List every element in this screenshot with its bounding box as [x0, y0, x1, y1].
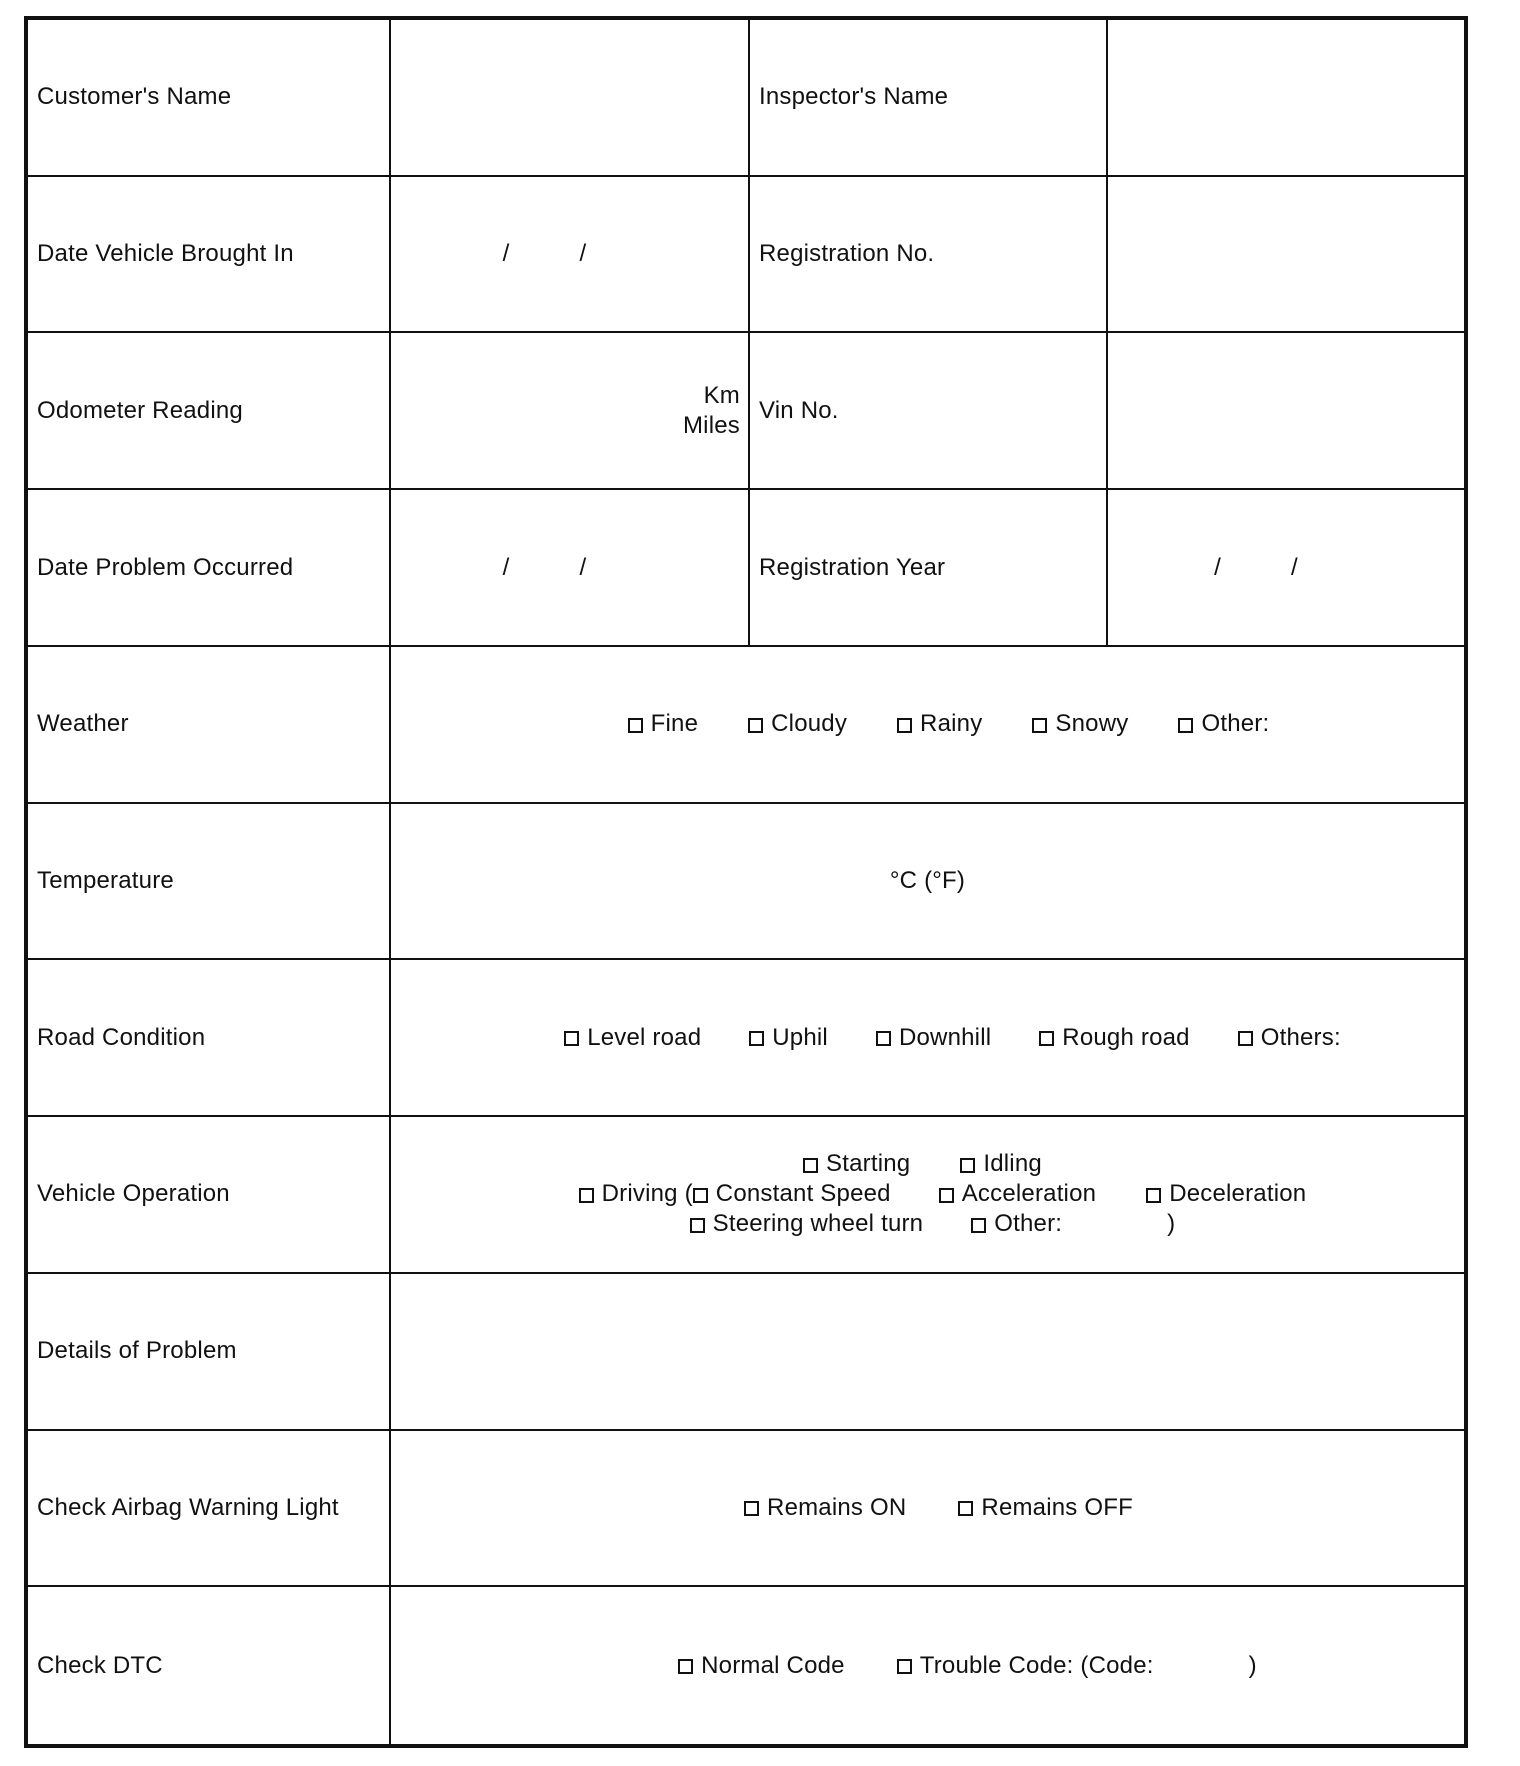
checkbox-icon[interactable]: [971, 1218, 986, 1233]
option-label: Other:: [994, 1210, 1063, 1238]
road-option-rough[interactable]: [1039, 1023, 1189, 1053]
option-label: Downhill: [898, 1023, 992, 1051]
checkbox-icon[interactable]: [897, 718, 912, 733]
unit-km: Km: [703, 381, 740, 409]
checkbox-icon[interactable]: [678, 1659, 693, 1674]
unit-miles: Miles: [682, 411, 740, 439]
option-label: Uphil: [772, 1023, 828, 1051]
road-condition-options: [391, 960, 1464, 1117]
option-label: Level road: [587, 1023, 702, 1051]
checkbox-icon[interactable]: [1146, 1188, 1161, 1203]
road-option-level[interactable]: [564, 1023, 701, 1053]
inspector-name-label: Inspector's Name: [750, 20, 1108, 177]
road-option-others[interactable]: [1238, 1023, 1341, 1053]
option-label: Snowy: [1055, 710, 1129, 738]
inspector-name-field[interactable]: [1108, 20, 1464, 177]
airbag-label: Check Airbag Warning Light: [28, 1431, 391, 1588]
option-label: Other:: [1201, 710, 1270, 738]
option-label: Normal Code: [701, 1651, 845, 1679]
option-label: Cloudy: [771, 710, 848, 738]
checkbox-icon[interactable]: [564, 1031, 579, 1046]
checkbox-icon[interactable]: [803, 1158, 818, 1173]
registration-year-label: Registration Year: [750, 490, 1108, 647]
weather-option-other[interactable]: [1178, 709, 1269, 739]
operation-option-driving[interactable]: [579, 1179, 693, 1209]
road-condition-label: Road Condition: [28, 960, 391, 1117]
date-separator: /: [502, 553, 510, 581]
weather-label: Weather: [28, 647, 391, 804]
date-brought-in-field[interactable]: [391, 177, 750, 334]
option-label: Starting: [826, 1150, 911, 1178]
operation-option-acceleration[interactable]: [939, 1179, 1096, 1209]
checkbox-icon[interactable]: [628, 718, 643, 733]
weather-option-rainy[interactable]: [897, 709, 982, 739]
operation-option-deceleration[interactable]: [1146, 1179, 1306, 1209]
option-label: Rainy: [920, 710, 983, 738]
date-problem-label: Date Problem Occurred: [28, 490, 391, 647]
option-label: Remains OFF: [981, 1493, 1133, 1521]
date-separator: /: [502, 240, 510, 268]
weather-option-cloudy[interactable]: [748, 709, 847, 739]
vin-no-label: Vin No.: [750, 333, 1108, 490]
details-label: Details of Problem: [28, 1274, 391, 1431]
option-label: Acceleration: [961, 1180, 1097, 1208]
checkbox-icon[interactable]: [897, 1659, 912, 1674]
checkbox-icon[interactable]: [693, 1188, 708, 1203]
dtc-label: Check DTC: [28, 1587, 391, 1744]
operation-option-other[interactable]: [971, 1209, 1062, 1239]
dtc-option-trouble[interactable]: [897, 1651, 1257, 1681]
weather-option-snowy[interactable]: [1032, 709, 1128, 739]
checkbox-icon[interactable]: [1238, 1031, 1253, 1046]
weather-option-fine[interactable]: [628, 709, 699, 739]
option-label: Rough road: [1062, 1023, 1190, 1051]
weather-options: [391, 647, 1464, 804]
checkbox-icon[interactable]: [1178, 718, 1193, 733]
airbag-option-off[interactable]: [958, 1493, 1133, 1523]
temperature-field[interactable]: [391, 804, 1464, 961]
checkbox-icon[interactable]: [960, 1158, 975, 1173]
vin-no-field[interactable]: [1108, 333, 1464, 490]
checkbox-icon[interactable]: [748, 718, 763, 733]
option-label: Deceleration: [1169, 1180, 1307, 1208]
option-label: Steering wheel turn: [712, 1210, 924, 1238]
customer-name-label: Customer's Name: [28, 20, 391, 177]
close-paren: ): [1248, 1651, 1257, 1679]
airbag-options: [391, 1431, 1464, 1588]
temperature-unit: °C (°F): [889, 866, 966, 894]
checkbox-icon[interactable]: [1032, 718, 1047, 733]
checkbox-icon[interactable]: [1039, 1031, 1054, 1046]
vehicle-operation-label: Vehicle Operation: [28, 1117, 391, 1274]
checkbox-icon[interactable]: [744, 1501, 759, 1516]
odometer-field[interactable]: [391, 333, 750, 490]
option-label: Others:: [1260, 1023, 1341, 1051]
date-separator: /: [579, 553, 587, 581]
operation-option-starting[interactable]: [803, 1149, 910, 1179]
close-paren: ): [1167, 1210, 1176, 1238]
customer-name-field[interactable]: [391, 20, 750, 177]
registration-no-label: Registration No.: [750, 177, 1108, 334]
checkbox-icon[interactable]: [749, 1031, 764, 1046]
dtc-option-normal[interactable]: [678, 1651, 845, 1681]
road-option-downhill[interactable]: [876, 1023, 991, 1053]
operation-option-idling[interactable]: [960, 1149, 1042, 1179]
temperature-label: Temperature: [28, 804, 391, 961]
checkbox-icon[interactable]: [690, 1218, 705, 1233]
airbag-option-on[interactable]: [744, 1493, 906, 1523]
checkbox-icon[interactable]: [939, 1188, 954, 1203]
operation-option-steering[interactable]: [690, 1209, 924, 1239]
option-label: Remains ON: [767, 1493, 907, 1521]
registration-no-field[interactable]: [1108, 177, 1464, 334]
option-label: Driving (: [601, 1180, 693, 1208]
option-label: Fine: [650, 710, 699, 738]
option-label: Idling: [983, 1150, 1042, 1178]
operation-option-constant-speed[interactable]: [693, 1179, 891, 1209]
checkbox-icon[interactable]: [958, 1501, 973, 1516]
option-label: Constant Speed: [715, 1180, 891, 1208]
date-separator: /: [1214, 553, 1221, 581]
odometer-label: Odometer Reading: [28, 333, 391, 490]
road-option-uphil[interactable]: [749, 1023, 828, 1053]
option-label: Trouble Code: (Code:: [919, 1651, 1154, 1679]
date-brought-in-label: Date Vehicle Brought In: [28, 177, 391, 334]
date-separator: /: [1291, 553, 1298, 581]
vehicle-inspection-form: [24, 16, 1468, 1748]
checkbox-icon[interactable]: [876, 1031, 891, 1046]
details-field[interactable]: [391, 1274, 1464, 1431]
registration-year-field[interactable]: [1108, 490, 1464, 647]
checkbox-icon[interactable]: [579, 1188, 594, 1203]
date-problem-field[interactable]: [391, 490, 750, 647]
date-separator: /: [579, 240, 587, 268]
dtc-options: [391, 1587, 1464, 1744]
vehicle-operation-options: [391, 1117, 1464, 1274]
